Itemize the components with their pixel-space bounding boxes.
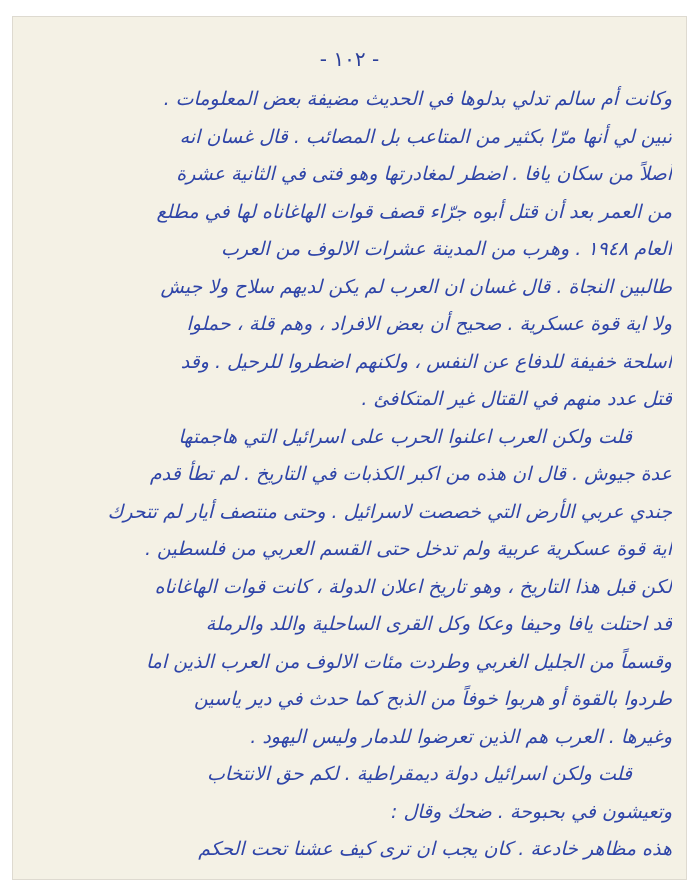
text-line: وغيرها . العرب هم الذين تعرضوا للدمار وليس اليهود . (250, 725, 672, 748)
text-line: هذه مظاهر خادعة . كان يجب ان ترى كيف عشنا تحت الحكم (198, 838, 672, 860)
text-line: من العمر بعد أن قتل أبوه جرّاء قصف قوات الهاغاناه لها في مطلع (156, 200, 672, 223)
handwritten-text (41, 81, 672, 869)
text-line: طالبين النجاة . قال غسان ان العرب لم يكن لديهم سلاح ولا جيش (160, 275, 672, 298)
text-line: أصلاً من سكان يافا . اضطر لمغادرتها وهو فتى في الثانية عشرة (176, 163, 672, 185)
handwritten-paper (12, 16, 687, 880)
text-line: ولا اية قوة عسكرية . صحيح أن بعض الافراد ، وهم قلة ، حملوا (186, 313, 672, 335)
text-line: اية قوة عسكرية عربية ولم تدخل حتى القسم العربي من فلسطين . (144, 538, 672, 560)
text-line: وكانت أم سالم تدلي بدلوها في الحديث مضيفة بعض المعلومات . (163, 88, 672, 110)
text-line: جندي عربي الأرض التي خصصت لاسرائيل . وحتى منتصف أيار لم تتحرك (107, 500, 672, 523)
text-line: تبين لي أنها مرّا بكثير من المتاعب بل المصائب . قال غسان انه (179, 125, 672, 148)
text-line: قلت ولكن اسرائيل دولة ديمقراطية . لكم حق الانتخاب (206, 763, 632, 785)
text-line: لكن قبل هذا التاريخ ، وهو تاريخ اعلان الدولة ، كانت قوات الهاغاناه (154, 575, 672, 598)
text-line: عدة جيوش . قال ان هذه من اكبر الكذبات في التاريخ . لم تطأ قدم (149, 463, 672, 485)
text-line: قد احتلت يافا وحيفا وعكا وكل القرى الساحلية واللد والرملة (205, 613, 672, 635)
text-line: وقسماً من الجليل الغربي وطردت مئات الالوف من العرب الذين اما (145, 650, 672, 673)
page-number: - ١٠٢ - (319, 47, 380, 71)
text-line: وتعيشون في بحبوحة . ضحك وقال : (391, 800, 672, 823)
text-line: العام ١٩٤٨ . وهرب من المدينة عشرات الالوف من العرب (220, 238, 672, 260)
text-line: قتل عدد منهم في القتال غير المتكافئ . (361, 388, 672, 410)
text-line: اسلحة خفيفة للدفاع عن النفس ، ولكنهم اضطروا للرحيل . وقد (180, 350, 672, 373)
text-line: طردوا بالقوة أو هربوا خوفاً من الذبح كما حدث في دير ياسين (194, 688, 672, 710)
text-line: قلت ولكن العرب اعلنوا الحرب على اسرائيل التي هاجمتها (178, 425, 632, 448)
